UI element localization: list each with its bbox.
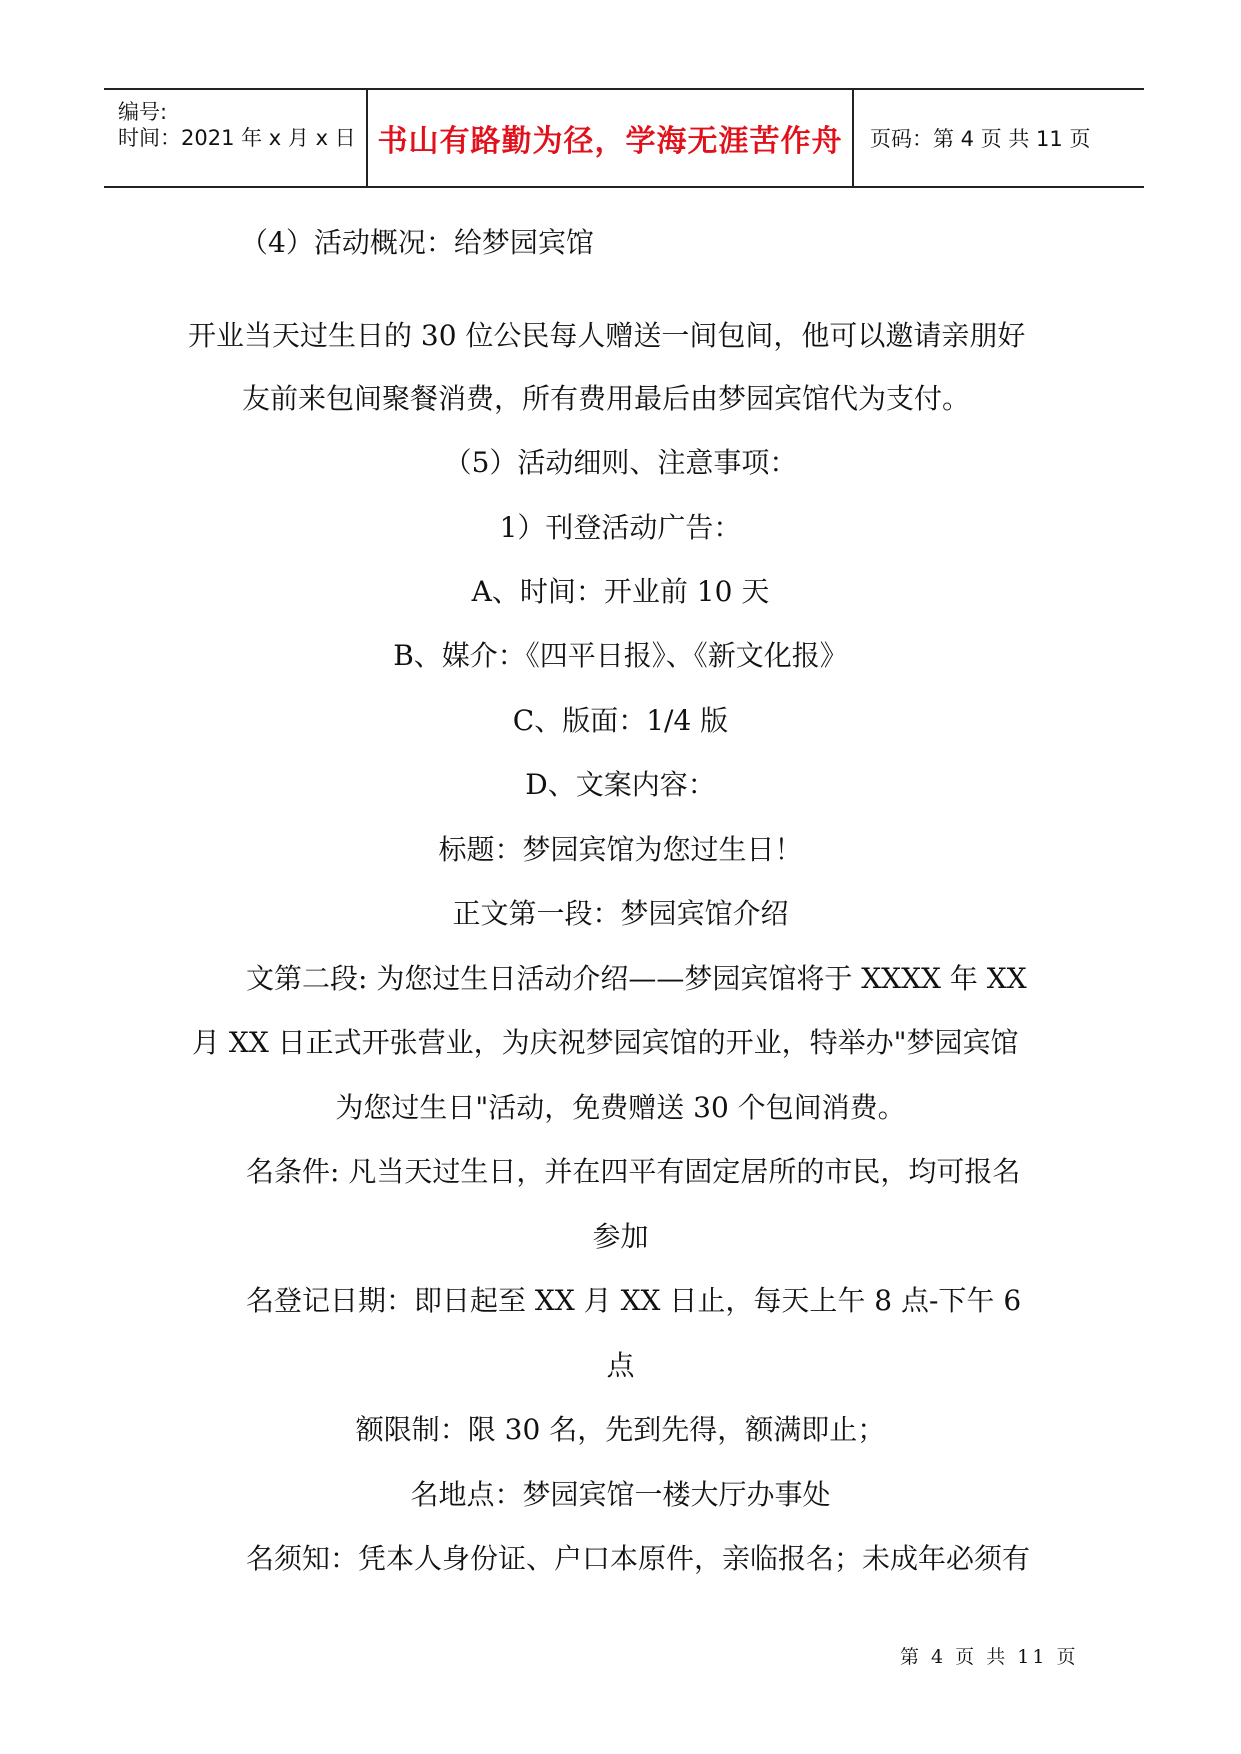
list-item: 1）刊登活动广告：	[499, 511, 742, 544]
list-item: D、文案内容：	[525, 768, 716, 801]
header-motto-cell	[368, 90, 854, 186]
page-footer: 第 4 页 共 11 页	[900, 1646, 1079, 1668]
section-4-heading: （4）活动概况：给梦园宾馆	[240, 226, 594, 259]
list-item: 标题：梦园宾馆为您过生日！	[438, 833, 803, 866]
paragraph-line: 名条件: 凡当天过生日，并在四平有固定居所的市民，均可报名	[246, 1155, 1021, 1188]
number-label: 编号:	[118, 100, 168, 124]
motto-text: 书山有路勤为径，学海无涯苦作舟	[377, 124, 843, 159]
date-label: 时间：2021 年 x 月 x 日	[118, 126, 356, 150]
paragraph-line: 友前来包间聚餐消费，所有费用最后由梦园宾馆代为支付。	[242, 382, 971, 415]
paragraph-line: 月 XX 日正式开张营业，为庆祝梦园宾馆的开业，特举办"梦园宾馆	[192, 1026, 1019, 1059]
paragraph-line: 名登记日期：即日起至 XX 月 XX 日止，每天上午 8 点-下午 6	[246, 1284, 1022, 1317]
list-item: C、版面：1/4 版	[512, 704, 729, 737]
paragraph-line: 额限制：限 30 名，先到先得，额满即止；	[355, 1413, 886, 1446]
list-item: 正文第一段：梦园宾馆介绍	[452, 897, 789, 930]
paragraph-line: 文第二段: 为您过生日活动介绍——梦园宾馆将于 XXXX 年 XX	[246, 962, 1027, 995]
paragraph-line: 参加	[592, 1220, 649, 1253]
page-header	[104, 88, 1144, 188]
page-label: 页码：第 4 页 共 11 页	[870, 127, 1091, 151]
section-5-heading: （5）活动细则、注意事项：	[443, 446, 798, 479]
paragraph-line: 为您过生日"活动，免费赠送 30 个包间消费。	[335, 1091, 906, 1124]
list-item: A、时间：开业前 10 天	[471, 575, 770, 608]
header-page-cell	[856, 90, 1158, 186]
list-item: B、媒介：《四平日报》、《新文化报》	[393, 639, 848, 672]
paragraph-line: 名须知：凭本人身份证、户口本原件，亲临报名；未成年必须有	[246, 1542, 1031, 1575]
paragraph-line: 名地点：梦园宾馆一楼大厅办事处	[410, 1478, 831, 1511]
paragraph-line: 开业当天过生日的 30 位公民每人赠送一间包间，他可以邀请亲朋好	[188, 319, 1026, 352]
paragraph-line: 点	[606, 1349, 635, 1382]
header-left-cell	[104, 90, 368, 186]
